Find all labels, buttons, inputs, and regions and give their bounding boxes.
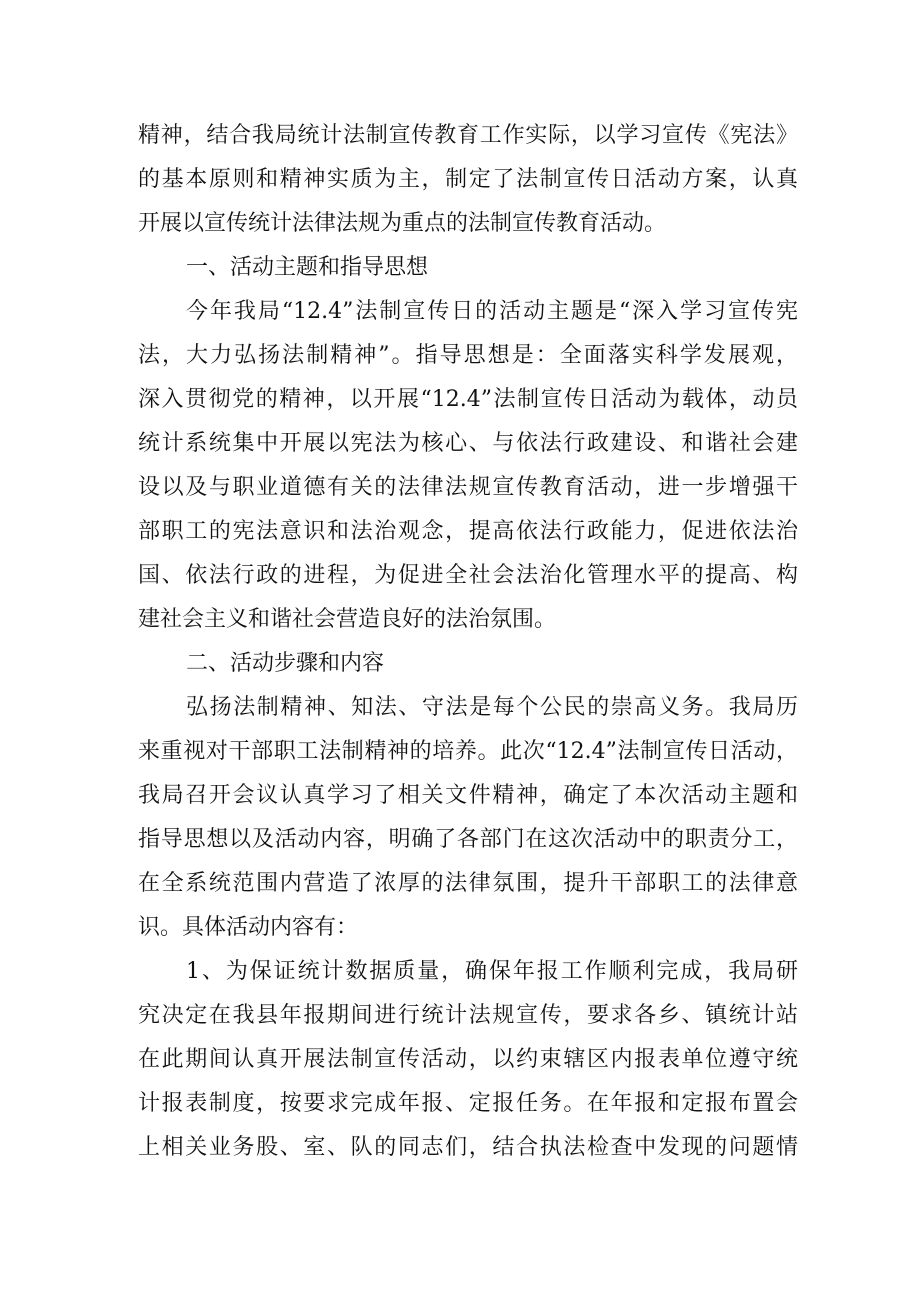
paragraph-line: 指导思想以及活动内容，明确了各部门在这次活动中的职责分工， [138, 827, 798, 852]
paragraph-line: 深入贯彻党的精神，以开展“12.4”法制宣传日活动为载体，动员 [138, 387, 798, 412]
paragraph-line: 在此期间认真开展法制宣传活动，以约束辖区内报表单位遵守统 [138, 1047, 798, 1072]
paragraph-line: 国、依法行政的进程，为促进全社会法治化管理水平的提高、构 [138, 563, 798, 588]
paragraph-line: 在全系统范围内营造了浓厚的法律氛围，提升干部职工的法律意 [138, 871, 798, 896]
paragraph-line: 我局召开会议认真学习了相关文件精神，确定了本次活动主题和 [138, 783, 798, 808]
paragraph-line: 精神，结合我局统计法制宣传教育工作实际，以学习宣传《宪法》 [138, 123, 798, 148]
paragraph-line: 来重视对干部职工法制精神的培养。此次“12.4”法制宣传日活动， [138, 739, 798, 764]
paragraph-line: 部职工的宪法意识和法治观念，提高依法行政能力，促进依法治 [138, 519, 798, 544]
paragraph-line: 法，大力弘扬法制精神”。指导思想是：全面落实科学发展观， [138, 343, 798, 368]
paragraph-line: 建社会主义和谐社会营造良好的法治氛围。 [138, 607, 557, 632]
section-heading: 一、活动主题和指导思想 [186, 255, 429, 280]
paragraph-line: 弘扬法制精神、知法、守法是每个公民的崇高义务。我局历 [186, 695, 798, 720]
paragraph-line: 设以及与职业道德有关的法律法规宣传教育活动，进一步增强干 [138, 475, 798, 500]
paragraph-line: 的基本原则和精神实质为主，制定了法制宣传日活动方案，认真 [138, 167, 798, 192]
paragraph-line: 计报表制度，按要求完成年报、定报任务。在年报和定报布置会 [138, 1091, 798, 1116]
paragraph-line: 1、为保证统计数据质量，确保年报工作顺利完成，我局研 [186, 959, 798, 984]
paragraph-line: 究决定在我县年报期间进行统计法规宣传，要求各乡、镇统计站 [138, 1003, 798, 1028]
section-heading: 二、活动步骤和内容 [186, 651, 385, 676]
paragraph-line: 上相关业务股、室、队的同志们，结合执法检查中发现的问题情 [138, 1135, 798, 1160]
paragraph-line: 统计系统集中开展以宪法为核心、与依法行政建设、和谐社会建 [138, 431, 798, 456]
paragraph-line: 开展以宣传统计法律法规为重点的法制宣传教育活动。 [138, 211, 667, 236]
paragraph-line: 今年我局“12.4”法制宣传日的活动主题是“深入学习宣传宪 [186, 299, 798, 324]
paragraph-line: 识。具体活动内容有： [138, 915, 359, 940]
